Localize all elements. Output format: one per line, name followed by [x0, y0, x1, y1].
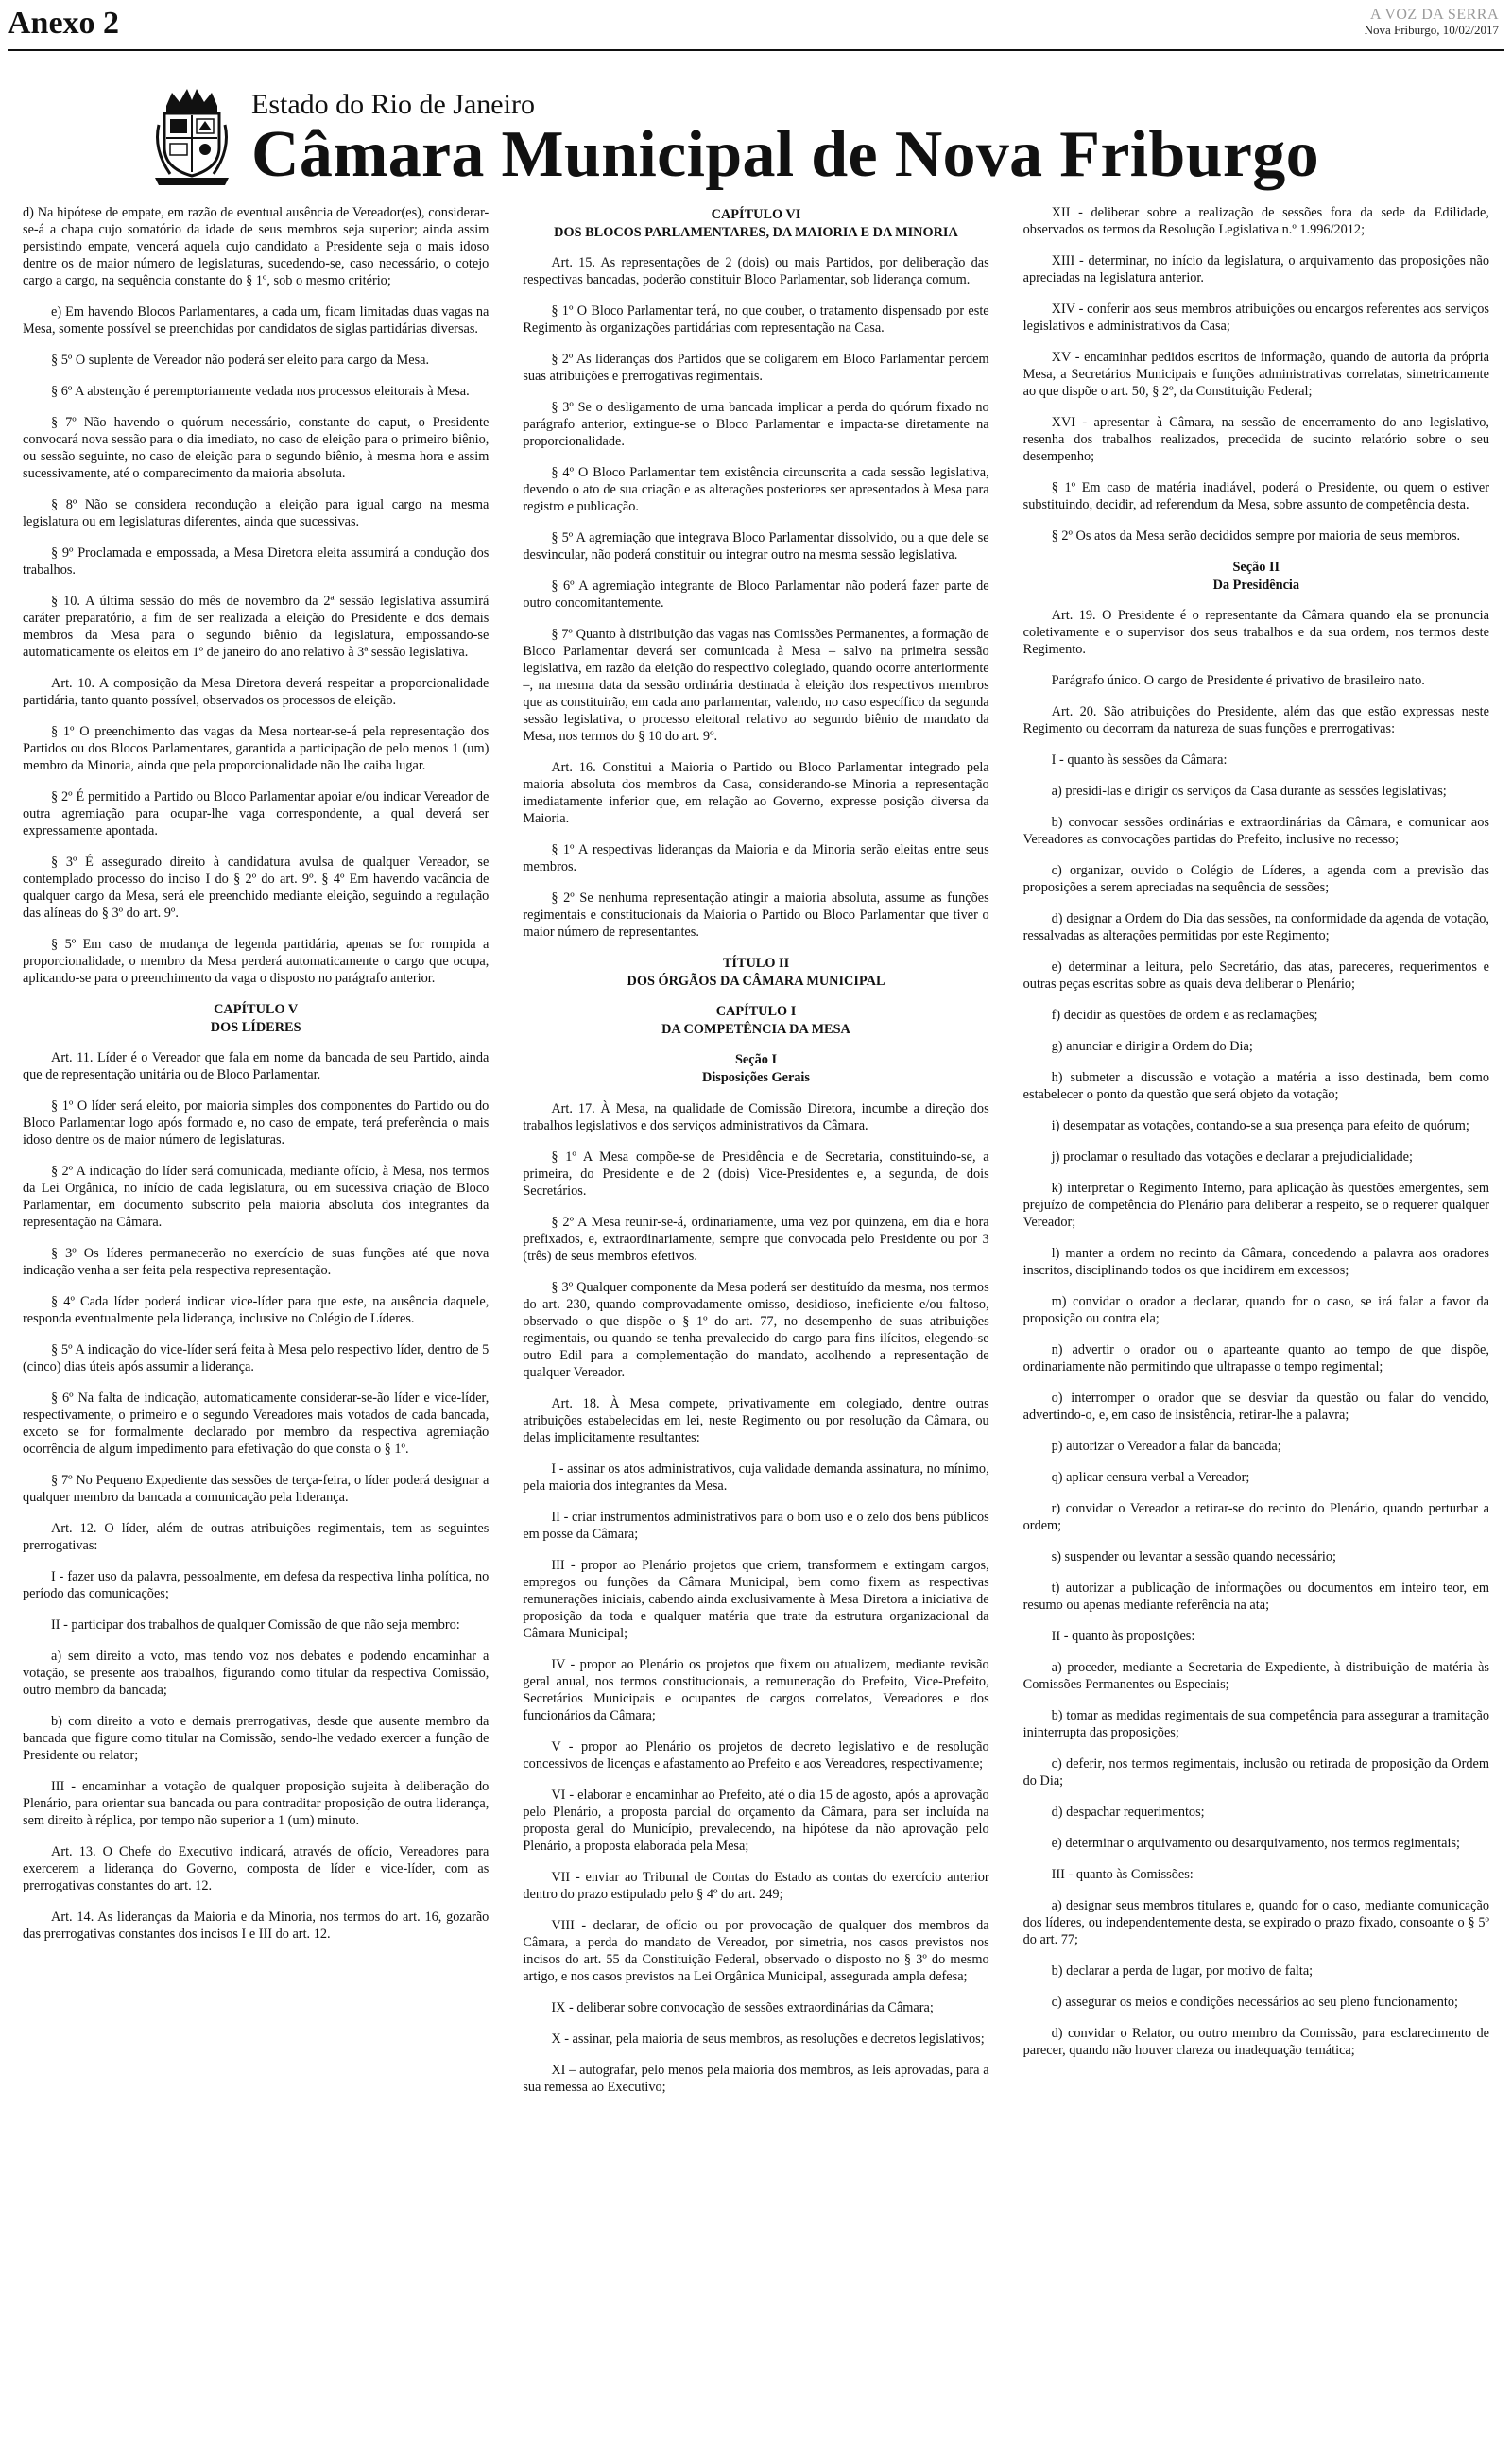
paragraph: § 8º Não se considera recondução a eleição para igual cargo na mesma legislatura ou em legislaturas diferentes, ainda que sucessivas.: [23, 497, 490, 529]
header-rule: [8, 49, 1504, 51]
heading-line: DOS LÍDERES: [210, 1019, 301, 1035]
paragraph: § 2º A Mesa reunir-se-á, ordinariamente, uma vez por quinzena, em dia e hora prefixados, e, extraordinariamente, sempre que convocada pelo Presidente ou por 3 (três) de seus membros efetivos.: [523, 1214, 989, 1264]
paragraph: § 4º O Bloco Parlamentar tem existência circunscrita a cada sessão legislativa, devendo o ato de sua criação e as alterações posteriores ser apresentados à Mesa para registro e publicação.: [523, 465, 989, 515]
paragraph: p) autorizar o Vereador a falar da bancada;: [1051, 1439, 1281, 1455]
paragraph: VII - enviar ao Tribunal de Contas do Estado as contas do exercício anterior dentro do prazo estipulado pelo § 4º do art. 249;: [523, 1869, 989, 1902]
paragraph: b) com direito a voto e demais prerrogativas, desde que ausente membro da bancada que figure como titular na Comissão, sendo-lhe vedado exercer a função de Presidente ou relator;: [23, 1714, 490, 1764]
paragraph: a) proceder, mediante a Secretaria de Expediente, à distribuição de matéria às Comissões Permanentes ou Especiais;: [1022, 1660, 1489, 1693]
paragraph: e) determinar o arquivamento ou desarquivamento, nos termos regimentais;: [1051, 1836, 1461, 1852]
paragraph: § 2º A indicação do líder será comunicada, mediante ofício, à Mesa, nos termos da Lei Orgânica, no início de cada legislatura, ou em sucessiva criação de Bloco Parlamentar, em documento subscrito pela maioria absoluta dos integrantes da representação na Câmara.: [23, 1164, 490, 1231]
paragraph: d) convidar o Relator, ou outro membro da Comissão, para esclarecimento de parecer, quando não houver clareza ou inadequação temática;: [1022, 2026, 1489, 2059]
paragraph: III - propor ao Plenário projetos que criem, transformem e extingam cargos, empregos ou funções da Câmara Municipal, bem como fixem as respectivas remunerações iniciais, cabendo ainda exclusivamente à Mesa Diretora a iniciativa de proposição da toda e qualquer matéria que trate da estrutura organizacional da Câmara Municipal;: [523, 1557, 989, 1641]
paragraph: c) organizar, ouvido o Colégio de Líderes, a agenda com a previsão das proposições a serem apreciadas na sequência de sessões;: [1022, 863, 1489, 896]
paragraph: a) designar seus membros titulares e, quando for o caso, mediante comunicação dos líderes, ou independentemente desta, se expirado o prazo fixado, consoante o § 5º do art. 77;: [1022, 1898, 1489, 1948]
paragraph: Art. 19. O Presidente é o representante da Câmara quando ela se pronuncia coletivamente e o supervisor dos seus trabalhos e da sua ordem, nos termos deste Regimento.: [1022, 608, 1489, 658]
paragraph: § 3º É assegurado direito à candidatura avulsa de qualquer Vereador, se contemplado processo do inciso I do § 2º do art. 9º. § 4º Em havendo vacância de qualquer cargo da Mesa, será ele preenchido mediante eleição, seguindo a regulação das alíneas do § 3º do art. 9º.: [23, 855, 490, 921]
paragraph: f) decidir as questões de ordem e as reclamações;: [1051, 1008, 1318, 1024]
paragraph: j) proclamar o resultado das votações e declarar a prejudicialidade;: [1051, 1149, 1413, 1166]
paragraph: m) convidar o orador a declarar, quando for o caso, se irá falar a favor da proposição ou contra ela;: [1022, 1294, 1489, 1327]
paragraph: Art. 17. À Mesa, na qualidade de Comissão Diretora, incumbe a direção dos trabalhos legislativos e dos serviços administrativos da Câmara.: [523, 1100, 989, 1133]
column-3: [1023, 204, 1489, 2445]
paragraph: § 6º A abstenção é peremptoriamente vedada nos processos eleitorais à Mesa.: [51, 384, 470, 399]
paragraph: q) aplicar censura verbal a Vereador;: [1051, 1470, 1250, 1486]
heading-line: Disposições Gerais: [702, 1070, 810, 1086]
paragraph: § 5º O suplente de Vereador não poderá ser eleito para cargo da Mesa.: [51, 353, 430, 368]
page-header: [0, 0, 1512, 57]
coat-of-arms-icon: [151, 87, 232, 189]
paragraph: XII - deliberar sobre a realização de sessões fora da sede da Edilidade, observados os termos da Resolução Legislativa n.º 1.996/2012;: [1022, 205, 1489, 237]
paragraph: III - quanto às Comissões:: [1051, 1867, 1194, 1883]
state-name: Estado do Rio de Janeiro: [251, 89, 535, 120]
paragraph: I - assinar os atos administrativos, cuja validade demanda assinatura, no mínimo, pela maioria dos integrantes da Mesa.: [523, 1460, 989, 1494]
heading-line: Seção I: [734, 1052, 778, 1068]
newspaper-info: [1365, 8, 1499, 36]
paragraph: II - quanto às proposições:: [1051, 1629, 1195, 1645]
paragraph: Art. 11. Líder é o Vereador que fala em nome da bancada de seu Partido, ainda que de representação unitária ou de Bloco Parlamentar.: [23, 1050, 490, 1083]
paragraph: Art. 12. O líder, além de outras atribuições regimentais, tem as seguintes prerrogativas:: [23, 1521, 490, 1554]
paragraph: X - assinar, pela maioria de seus membros, as resoluções e decretos legislativos;: [551, 2031, 985, 2047]
paragraph: IX - deliberar sobre convocação de sessões extraordinárias da Câmara;: [551, 1999, 934, 2015]
heading-line: CAPÍTULO I: [715, 1004, 797, 1020]
section-heading: [523, 1003, 988, 1038]
paragraph: b) convocar sessões ordinárias e extraordinárias da Câmara, e comunicar aos Vereadores as convocações partidas do Prefeito, inclusive no recesso;: [1022, 815, 1489, 848]
paragraph: § 2º É permitido a Partido ou Bloco Parlamentar apoiar e/ou indicar Vereador de outra agremiação para ocupar-lhe vaga correspondente, a qual deverá ser expressamente apontada.: [23, 789, 490, 838]
paragraph: § 7º Quanto à distribuição das vagas nas Comissões Permanentes, a formação de Bloco Parlamentar deverá ser comunicada à Mesa – salvo na primeira sessão legislativa, em razão da eleição do respectivo colegiado, quando ocorre anteriormente –, na mesma data da sessão ordinária destinada à eleição dos respectivos membros que as constituirão, em cada ano parlamentar, valendo, no caso específico da segunda sessão legislativa, o processo eleitoral relativo ao segundo biênio de mandato da Mesa, nos termos do § 10 do art. 9º.: [523, 627, 989, 745]
newspaper-date: Nova Friburgo, 10/02/2017: [1364, 22, 1499, 37]
paragraph: Parágrafo único. O cargo de Presidente é privativo de brasileiro nato.: [1051, 673, 1425, 689]
paragraph: g) anunciar e dirigir a Ordem do Dia;: [1051, 1039, 1253, 1055]
paragraph: V - propor ao Plenário os projetos de decreto legislativo e de resolução concessivos de licenças e afastamento ao Prefeito e aos Vereadores, respectivamente;: [523, 1738, 989, 1771]
paragraph: § 1º A respectivas lideranças da Maioria e da Minoria serão eleitas entre seus membros.: [523, 842, 989, 875]
paragraph: I - quanto às sessões da Câmara:: [1051, 752, 1228, 769]
paragraph: XIII - determinar, no início da legislatura, o arquivamento das proposições não apreciadas na legislatura anterior.: [1022, 253, 1489, 285]
paragraph: Art. 20. São atribuições do Presidente, além das que estão expressas neste Regimento ou decorram da natureza de suas funções e prerrogativas:: [1022, 704, 1489, 737]
paragraph: § 9º Proclamada e empossada, a Mesa Diretora eleita assumirá a condução dos trabalhos.: [23, 545, 490, 578]
paragraph: VI - elaborar e encaminhar ao Prefeito, até o dia 15 de agosto, após a aprovação pelo Plenário, a proposta parcial do orçamento da Câmara, para ser incluída na proposta geral do Município, prevalecendo, na hipótese da não aprovação pelo Plenário, a proposta elaborada pela Mesa;: [523, 1787, 989, 1854]
paragraph: § 5º A indicação do vice-líder será feita à Mesa pelo respectivo líder, dentro de 5 (cinco) dias úteis após assumir a liderança.: [23, 1342, 490, 1375]
paragraph: § 6º A agremiação integrante de Bloco Parlamentar não poderá fazer parte de outro concomitantemente.: [523, 579, 989, 612]
heading-line: Seção II: [1232, 560, 1280, 575]
paragraph: § 5º Em caso de mudança de legenda partidária, apenas se for rompida a proporcionalidade, o membro da Mesa perderá automaticamente o cargo que ocupa, aplicando-se para o preenchimento da vaga o disposto no parágrafo anterior.: [23, 937, 490, 986]
section-heading: [23, 1001, 489, 1036]
heading-line: Da Presidência: [1212, 577, 1300, 593]
paragraph: r) convidar o Vereador a retirar-se do recinto do Plenário, quando perturbar a ordem;: [1022, 1501, 1489, 1534]
paragraph: i) desempatar as votações, contando-se a sua presença para efeito de quórum;: [1051, 1118, 1469, 1134]
paragraph: c) assegurar os meios e condições necessários ao seu pleno funcionamento;: [1051, 1995, 1459, 2011]
paragraph: a) presidi-las e dirigir os serviços da Casa durante as sessões legislativas;: [1051, 784, 1447, 800]
heading-line: DA COMPETÊNCIA DA MESA: [662, 1021, 850, 1037]
paragraph: b) tomar as medidas regimentais de sua competência para assegurar a tramitação ininterrupta das proposições;: [1022, 1708, 1489, 1741]
paragraph: d) designar a Ordem do Dia das sessões, na conformidade da agenda de votação, ressalvadas as alterações permitidas por este Regimento;: [1022, 911, 1489, 944]
paragraph: § 3º Qualquer componente da Mesa poderá ser destituído da mesma, nos termos do art. 230, quando comprovadamente omisso, desidioso, ineficiente e/ou faltoso, observado o que dispõe o § 1º do art. 77, no desempenho de suas atribuições regimentais, ou quando se tenha prevalecido do cargo para fins ilícitos, elegendo-se outro Edil para a complementação do mandato, acolhendo a representação de qualquer Vereador.: [523, 1279, 989, 1380]
paragraph: b) declarar a perda de lugar, por motivo de falta;: [1051, 1963, 1314, 1979]
paragraph: d) despachar requerimentos;: [1051, 1805, 1205, 1821]
paragraph: Art. 10. A composição da Mesa Diretora deverá respeitar a proporcionalidade partidária, tanto quanto possível, observados os processos de eleição.: [23, 676, 490, 708]
paragraph: Art. 16. Constitui a Maioria o Partido ou Bloco Parlamentar integrado pela maioria absoluta dos membros da Casa, considerando-se Minoria a representação imediatamente inferior que, em relação ao Governo, expresse posição diversa da Maioria.: [523, 760, 989, 827]
paragraph: II - participar dos trabalhos de qualquer Comissão de que não seja membro:: [51, 1617, 460, 1633]
paragraph: XIV - conferir aos seus membros atribuições ou encargos referentes aos serviços legislativos e administrativos da Casa;: [1022, 302, 1489, 334]
paragraph: § 1º O líder será eleito, por maioria simples dos componentes do Partido ou do Bloco Parlamentar logo após formado e, no caso de empate, terá preferência o mais idoso dentre os de maior número de legislaturas.: [23, 1098, 490, 1149]
paragraph: IV - propor ao Plenário os projetos que fixem ou atualizem, mediante revisão geral anual, nos termos constitucionais, a remuneração do Prefeito, Vice-Prefeito, Secretários Municipais e ocupantes de cargos correlatos, Vereadores e dos funcionários da Câmara;: [523, 1656, 989, 1723]
paragraph: § 3º Os líderes permanecerão no exercício de suas funções até que nova indicação venha a ser feita pela respectiva representação.: [23, 1246, 490, 1279]
masthead: [151, 68, 1380, 191]
paragraph: c) deferir, nos termos regimentais, inclusão ou retirada de proposição da Ordem do Dia;: [1022, 1756, 1489, 1789]
paragraph: II - criar instrumentos administrativos para o bom uso e o zelo dos bens públicos em posse da Câmara;: [523, 1509, 989, 1542]
paragraph: § 3º Se o desligamento de uma bancada implicar a perda do quórum fixado no parágrafo anterior, extingue-se o Bloco Parlamentar e impacta-se diretamente na proporcionalidade.: [523, 400, 989, 450]
paragraph: s) suspender ou levantar a sessão quando necessário;: [1051, 1549, 1336, 1565]
column-2: [523, 204, 988, 2445]
section-heading: [523, 206, 988, 241]
paragraph: I - fazer uso da palavra, pessoalmente, em defesa da respectiva linha política, no período das comunicações;: [23, 1569, 490, 1602]
paragraph: § 1º O Bloco Parlamentar terá, no que couber, o tratamento dispensado por este Regimento às organizações partidárias com representação na Casa.: [523, 303, 989, 337]
paragraph: Art. 18. À Mesa compete, privativamente em colegiado, dentre outras atribuições estabelecidas em lei, neste Regimento ou por resolução da Câmara, ou delas implicitamente resultantes:: [523, 1395, 989, 1445]
paragraph: § 5º A agremiação que integrava Bloco Parlamentar dissolvido, ou a que dele se desvincular, não poderá constituir ou integrar outro na mesma sessão legislativa.: [523, 530, 989, 563]
paragraph: XVI - apresentar à Câmara, na sessão de encerramento do ano legislativo, resenha dos trabalhos realizados, precedida de sucinto relatório sobre o seu desempenho;: [1022, 415, 1489, 464]
paragraph: § 7º Não havendo o quórum necessário, constante do caput, o Presidente convocará nova sessão para o dia imediato, no caso de eleição para o primeiro biênio, ou sessão seguinte, no caso de eleição para o segundo biênio, à mesma hora e assim sucessivamente, até o comparecimento da maioria absoluta.: [23, 415, 490, 481]
paragraph: § 2º Os atos da Mesa serão decididos sempre por maioria de seus membros.: [1051, 528, 1461, 544]
heading-line: DOS BLOCOS PARLAMENTARES, DA MAIORIA E DA MINORIA: [554, 224, 958, 240]
paragraph: n) advertir o orador ou o aparteante quanto ao tempo de que dispõe, ordinariamente não permitindo que ultrapasse o tempo regimental;: [1022, 1342, 1489, 1375]
paragraph: III - encaminhar a votação de qualquer proposição sujeita à deliberação do Plenário, para orientar sua bancada ou para contraditar proposição de outra liderança, sem direito à réplica, por tempo não superior a 1 (um) minuto.: [23, 1779, 490, 1829]
column-1: [23, 204, 489, 2445]
section-heading: [1023, 559, 1489, 594]
paragraph: l) manter a ordem no recinto da Câmara, concedendo a palavra aos oradores inscritos, disciplinando todos os que incidirem em excessos;: [1022, 1246, 1489, 1279]
section-label: Anexo 2: [8, 6, 120, 41]
chamber-name: Câmara Municipal de Nova Friburgo: [251, 118, 1319, 191]
paragraph: a) sem direito a voto, mas tendo voz nos debates e podendo encaminhar a votação, se presente aos trabalhos, figurando como titular da respectiva Comissão, outro membro da bancada;: [23, 1649, 490, 1699]
heading-line: DOS ÓRGÃOS DA CÂMARA MUNICIPAL: [627, 973, 885, 989]
section-heading: [523, 1051, 988, 1086]
paragraph: o) interromper o orador que se desviar da questão ou falar do vencido, advertindo-o, e, em caso de insistência, retirar-lhe a palavra;: [1022, 1391, 1489, 1424]
paragraph: § 2º Se nenhuma representação atingir a maioria absoluta, assume as funções regimentais e constitucionais da Maioria o Partido ou Bloco Parlamentar que tiver o maior número de representantes.: [523, 890, 989, 941]
paragraph: § 6º Na falta de indicação, automaticamente considerar-se-ão líder e vice-líder, respectivamente, o primeiro e o segundo Vereadores mais votados de cada bancada, exceto se for formalmente declarado por membro da respectiva agremiação ocorrência de algum impedimento para efetivação do que consta o § 1º.: [23, 1391, 490, 1458]
section-heading: [523, 955, 988, 990]
paragraph: § 4º Cada líder poderá indicar vice-líder para que este, na ausência daquele, responda eventualmente pela liderança, inclusive no Colégio de Líderes.: [23, 1294, 490, 1327]
heading-line: TÍTULO II: [722, 956, 790, 972]
paragraph: § 2º As lideranças dos Partidos que se coligarem em Bloco Parlamentar perdem suas atribuições e prerrogativas regimentais.: [523, 352, 989, 385]
paragraph: Art. 15. As representações de 2 (dois) ou mais Partidos, por deliberação das respectivas bancadas, poderão constituir Bloco Parlamentar, sob liderança comum.: [523, 255, 989, 288]
paragraph: Art. 13. O Chefe do Executivo indicará, através de ofício, Vereadores para exercerem a liderança do Governo, composta de líder e vice-líder, com as prerrogativas constantes do art. 12.: [23, 1844, 490, 1894]
paragraph: § 1º O preenchimento das vagas da Mesa nortear-se-á pela representação dos Partidos ou dos Blocos Parlamentares, garantida a participação de pelo menos 1 (um) membro da Minoria, ainda que pela proporcionalidade não lhe caiba lugar.: [23, 724, 490, 773]
paragraph: e) Em havendo Blocos Parlamentares, a cada um, ficam limitadas duas vagas na Mesa, somente possível se preenchidas por candidatos de siglas partidárias diversas.: [23, 304, 490, 337]
paragraph: t) autorizar a publicação de informações ou documentos em inteiro teor, em resumo ou apenas mediante referência na ata;: [1022, 1581, 1489, 1614]
paragraph: Art. 14. As lideranças da Maioria e da Minoria, nos termos do art. 16, gozarão das prerrogativas constantes dos incisos I e III do art. 12.: [23, 1910, 490, 1943]
paragraph: VIII - declarar, de ofício ou por provocação de qualquer dos membros da Câmara, a perda do mandato de Vereador, por simetria, nos casos previstos nos incisos do art. 55 da Constituição Federal, observado o disposto no § 3º do mesmo artigo, e nos casos previstos na Lei Orgânica Municipal, assegurada ampla defesa;: [523, 1917, 989, 1984]
paragraph: § 7º No Pequeno Expediente das sessões de terça-feira, o líder poderá designar a qualquer membro da bancada a comunicação pela liderança.: [23, 1473, 490, 1506]
paragraph: XI – autografar, pelo menos pela maioria dos membros, as leis aprovadas, para a sua remessa ao Executivo;: [523, 2062, 989, 2095]
paragraph: XV - encaminhar pedidos escritos de informação, quando de autoria da própria Mesa, a Secretários Municipais e funções administrativas correlatas, simetricamente ao que dispõe o art. 50, § 2º, da Constituição Federal;: [1022, 350, 1489, 399]
heading-line: CAPÍTULO VI: [711, 207, 801, 222]
paragraph: § 1º Em caso de matéria inadiável, poderá o Presidente, ou quem o estiver substituindo, decidir, ad referendum da Mesa, sobre assunto de competência desta.: [1022, 480, 1489, 512]
newspaper-name: A VOZ DA SERRA: [1369, 7, 1499, 23]
heading-line: CAPÍTULO V: [214, 1002, 299, 1017]
paragraph: h) submeter a discussão e votação a matéria a isso destinada, bem como estabelecer o ponto da questão que será objeto da votação;: [1022, 1070, 1489, 1103]
paragraph: e) determinar a leitura, pelo Secretário, das atas, pareceres, requerimentos e outras peças escritas sobre as quais deva deliberar o Plenário;: [1022, 959, 1489, 993]
paragraph: § 10. A última sessão do mês de novembro da 2ª sessão legislativa assumirá caráter preparatório, a fim de ser realizada a eleição do Presidente e dos demais membros da Mesa para o segundo biênio da legislatura, empossando-se automaticamente os eleitos em 1º de janeiro do ano relativo à 3ª sessão legislativa.: [23, 594, 490, 660]
paragraph: d) Na hipótese de empate, em razão de eventual ausência de Vereador(es), considerar-se-á a chapa cujo somatório da idade de seus membros seja superior; ainda assim persistindo empate, vencerá aquela cujo candidato a Presidente seja o mais idoso dentre os de maior número de legislaturas, sucedendo-se, caso necessário, o cotejo cargo a cargo, na sequência constante do § 1º, sob o mesmo critério;: [23, 205, 490, 288]
paragraph: k) interpretar o Regimento Interno, para aplicação às questões emergentes, sem prejuízo de competência do Plenário para deliberar a respeito, se o requerer qualquer Vereador;: [1022, 1181, 1489, 1231]
article-columns: [23, 204, 1489, 2445]
paragraph: § 1º A Mesa compõe-se de Presidência e de Secretaria, constituindo-se, a primeira, do Presidente e de 2 (dois) Vice-Presidentes e, a segunda, de dois Secretários.: [523, 1149, 989, 1199]
